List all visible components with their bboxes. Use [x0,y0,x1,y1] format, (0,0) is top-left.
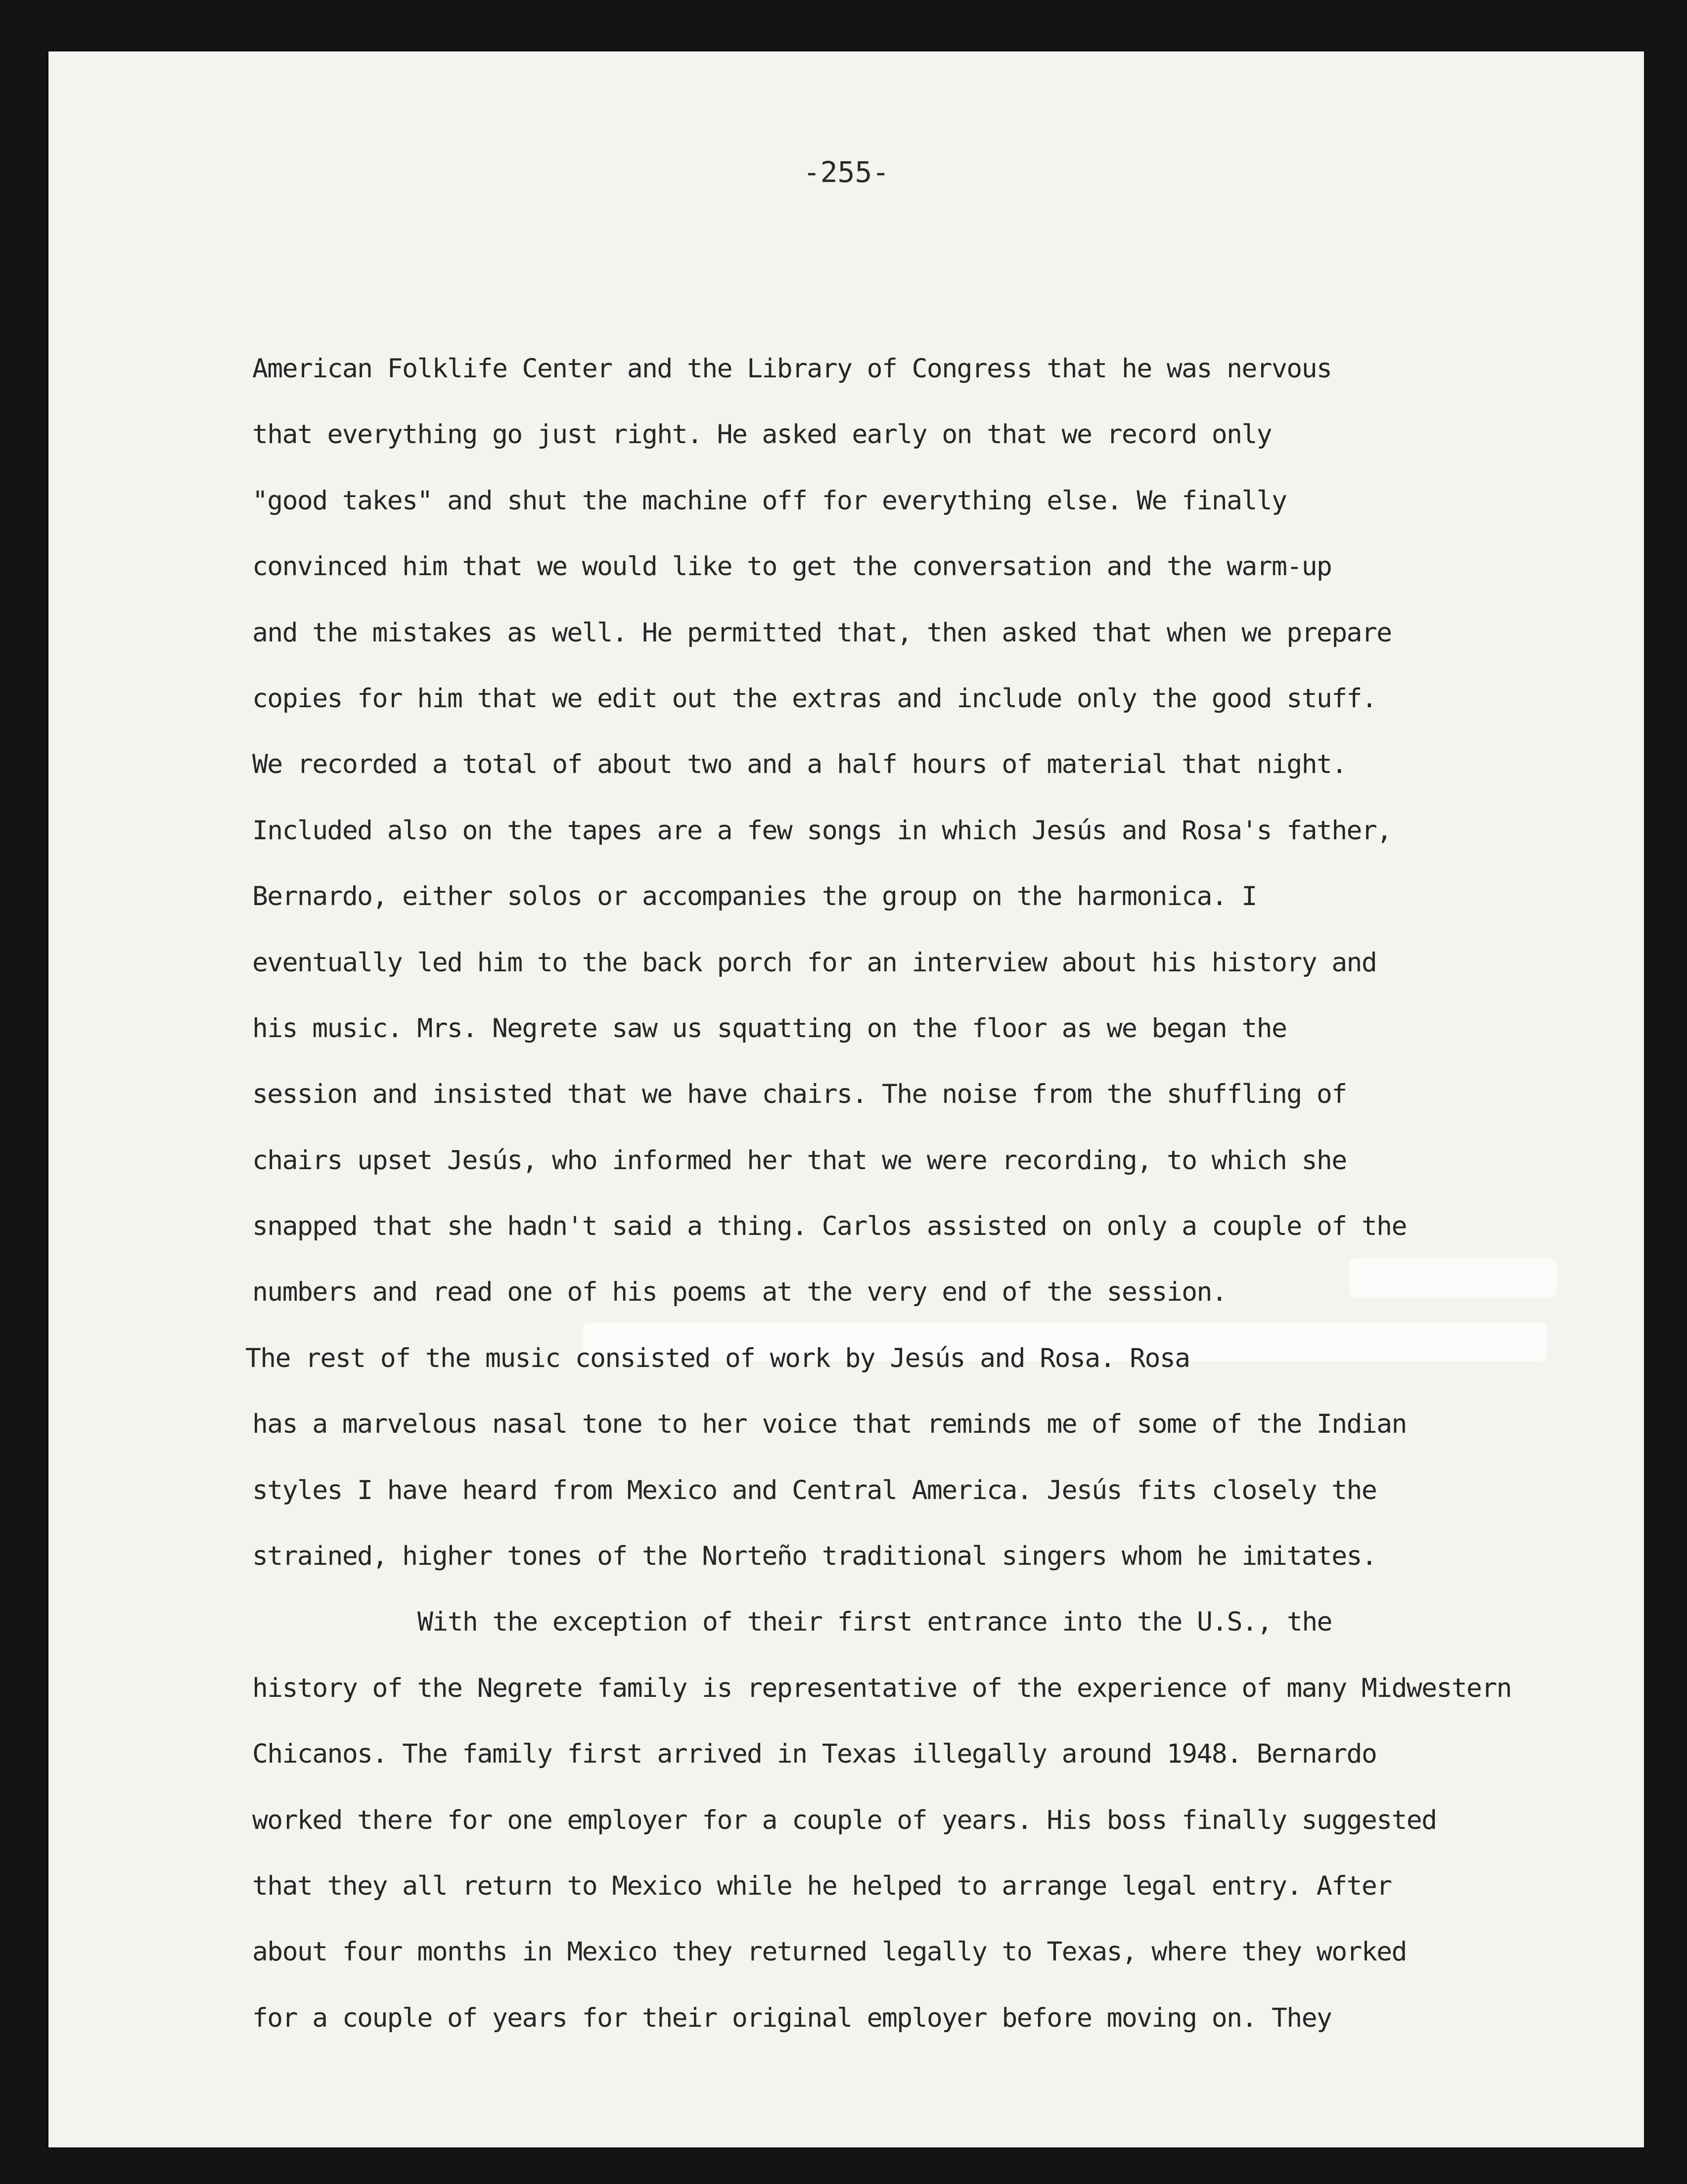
text-line: "good takes" and shut the machine off for everything else. We finally [252,485,1287,516]
text-line: strained, higher tones of the Norteño traditional singers whom he imitates. [252,1541,1377,1572]
text-line: American Folklife Center and the Library of Congress that he was nervous [252,354,1332,384]
text-line: eventually led him to the back porch for an interview about his history and [252,947,1377,978]
text-line: his music. Mrs. Negrete saw us squatting on the floor as we began the [252,1013,1287,1044]
document-page [48,51,1644,2147]
text-line: for a couple of years for their original employer before moving on. They [252,2002,1332,2033]
text-line: We recorded a total of about two and a half hours of material that night. [252,749,1347,780]
text-line: session and insisted that we have chairs. The noise from the shuffling of [252,1079,1347,1110]
text-line: convinced him that we would like to get the conversation and the warm-up [252,551,1332,582]
text-line: that everything go just right. He asked early on that we record only [252,419,1272,450]
text-line: worked there for one employer for a couple of years. His boss finally suggested [252,1805,1437,1835]
body-text [245,336,1637,2051]
text-line: and the mistakes as well. He permitted that, then asked that when we prepare [252,617,1392,648]
paragraph-first-line: With the exception of their first entrance into the U.S., the [417,1607,1332,1638]
text-line: Chicanos. The family first arrived in Texas illegally around 1948. Bernardo [252,1739,1377,1770]
text-line: about four months in Mexico they returned legally to Texas, where they worked [252,1937,1407,1967]
text-line: has a marvelous nasal tone to her voice that reminds me of some of the Indian [252,1409,1407,1440]
text-line: that they all return to Mexico while he helped to arrange legal entry. After [252,1870,1392,1901]
text-line: history of the Negrete family is representative of the experience of many Midwestern [252,1673,1511,1703]
text-line: Bernardo, either solos or accompanies the group on the harmonica. I [252,881,1257,912]
text-line: The rest of the music consisted of work by Jesús and Rosa. Rosa [245,1343,1190,1373]
text-line: numbers and read one of his poems at the very end of the session. [252,1277,1227,1308]
text-line: styles I have heard from Mexico and Central America. Jesús fits closely the [252,1475,1377,1505]
text-line: copies for him that we edit out the extras and include only the good stuff. [252,683,1377,714]
text-line: snapped that she hadn't said a thing. Carlos assisted on only a couple of the [252,1211,1407,1242]
page-number: -255- [803,155,890,189]
text-line: chairs upset Jesús, who informed her that we were recording, to which she [252,1145,1347,1176]
text-line: Included also on the tapes are a few songs in which Jesús and Rosa's father, [252,815,1392,846]
